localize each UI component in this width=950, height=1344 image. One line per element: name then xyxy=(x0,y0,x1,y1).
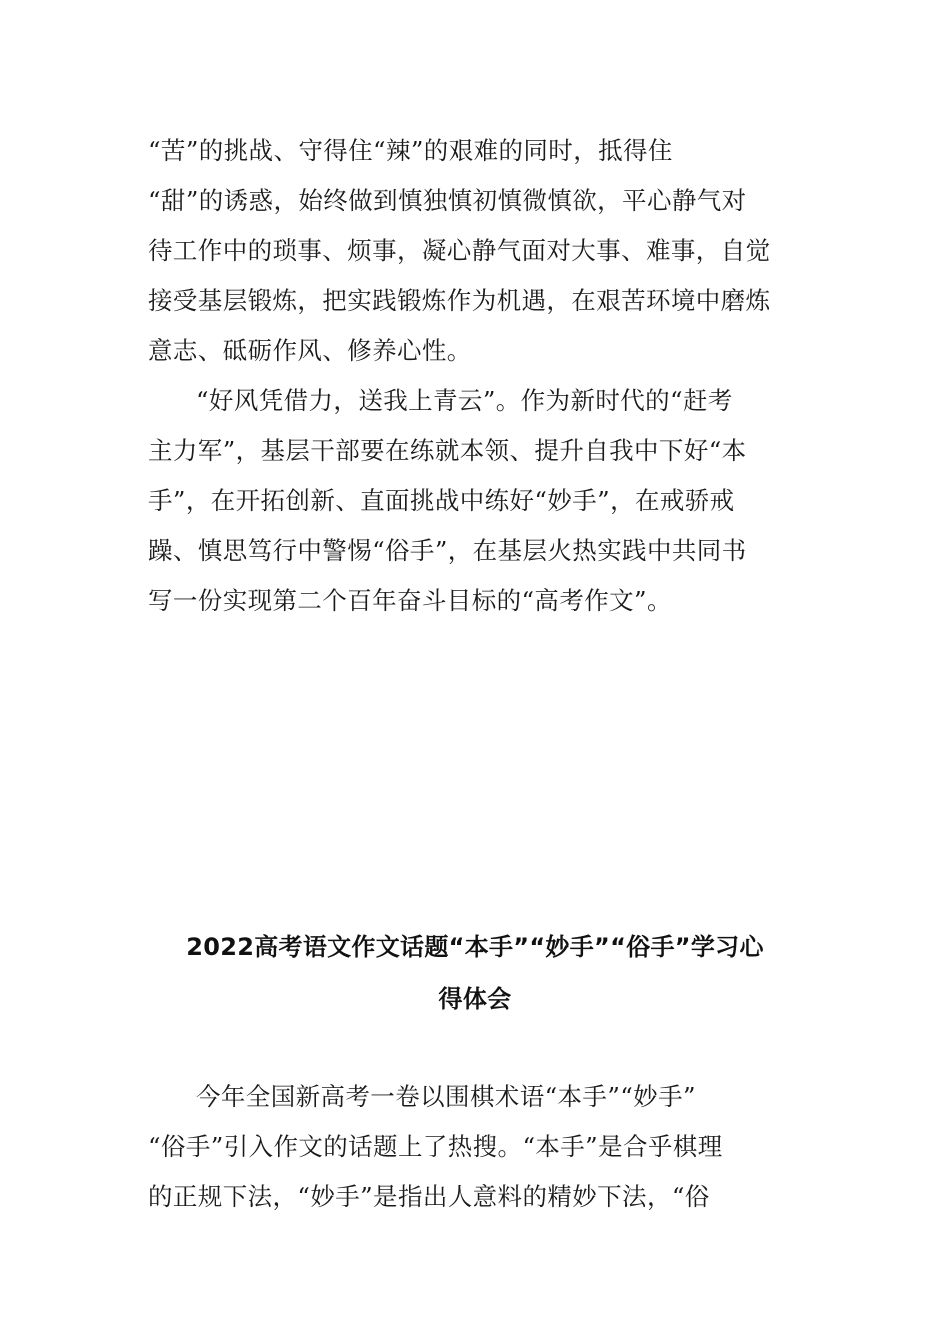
text-line: “俗手”引入作文的话题上了热搜。“本手”是合乎棋理 xyxy=(148,1132,723,1161)
title-line: 得体会 xyxy=(438,985,512,1013)
text-line: “苦”的挑战、守得住“辣”的艰难的同时，抵得住 xyxy=(148,136,673,165)
text-line: 待工作中的琐事、烦事，凝心静气面对大事、难事，自觉 xyxy=(148,236,771,265)
text-line: 手”，在开拓创新、直面挑战中练好“妙手”，在戒骄戒 xyxy=(148,486,735,515)
text-line: 意志、砥砺作风、修养心性。 xyxy=(148,336,472,365)
text-line: 写一份实现第二个百年奋斗目标的“高考作文”。 xyxy=(148,586,672,615)
text-line: 主力军”，基层干部要在练就本领、提升自我中下好“本 xyxy=(148,436,747,465)
title-line: 2022高考语文作文话题“本手”“妙手”“俗手”学习心 xyxy=(186,933,764,961)
text-line: 躁、慎思笃行中警惕“俗手”，在基层火热实践中共同书 xyxy=(148,536,747,565)
text-line: “甜”的诱惑，始终做到慎独慎初慎微慎欲，平心静气对 xyxy=(148,186,747,215)
text-line: 接受基层锻炼，把实践锻炼作为机遇，在艰苦环境中磨炼 xyxy=(148,286,771,315)
text-line: 的正规下法，“妙手”是指出人意料的精妙下法，“俗 xyxy=(148,1182,710,1211)
text-line: “好风凭借力，送我上青云”。作为新时代的“赶考 xyxy=(196,386,733,415)
text-line: 今年全国新高考一卷以围棋术语“本手”“妙手” xyxy=(196,1082,696,1111)
